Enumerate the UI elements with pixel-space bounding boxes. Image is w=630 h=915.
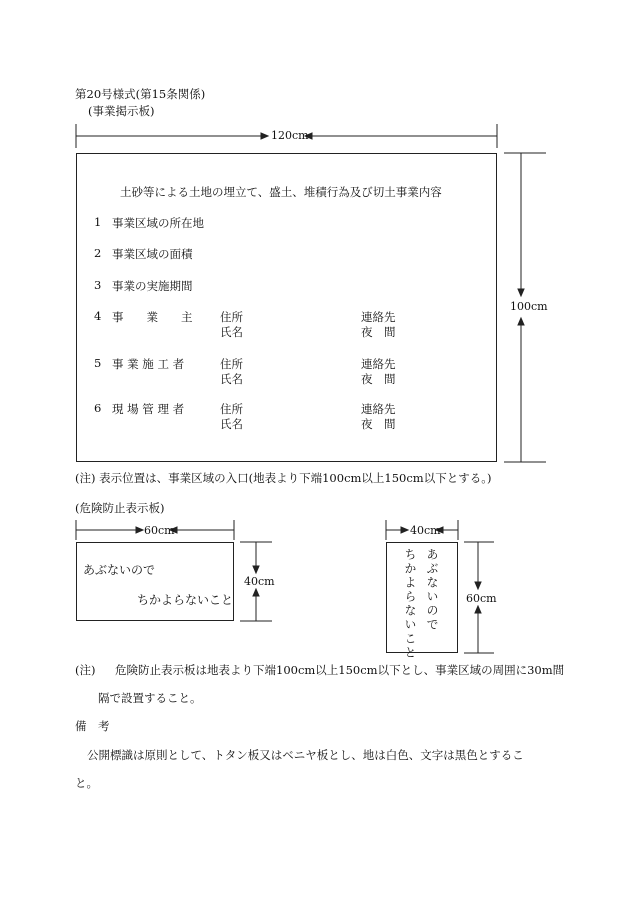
h-width-arrow-right	[136, 527, 143, 533]
remarks-line2: と。	[75, 776, 98, 790]
contact-label: 連絡先	[361, 402, 396, 416]
name-label: 氏名	[220, 372, 243, 386]
remarks-heading: 備 考	[75, 719, 110, 733]
item-number: 4	[94, 309, 102, 323]
danger-note-prefix: (注)	[75, 663, 96, 677]
v-height-arrow-down	[475, 582, 481, 589]
main-height-arrow-down	[518, 289, 524, 296]
item-label-operator: 事 業 主	[112, 310, 193, 324]
danger-note-line2: 隔で設置すること。	[98, 691, 202, 705]
item-label-contractor: 事 業 施 工 者	[112, 357, 185, 371]
item-label-period: 事業の実施期間	[112, 279, 193, 293]
main-height-arrow-up	[518, 318, 524, 325]
name-label: 氏名	[220, 417, 243, 431]
h-board-line1: あぶないので	[83, 563, 156, 577]
night-label: 夜 間	[361, 372, 396, 386]
address-label: 住所	[220, 402, 243, 416]
night-label: 夜 間	[361, 417, 396, 431]
night-label: 夜 間	[361, 325, 396, 339]
v-height-arrow-up	[475, 606, 481, 613]
v-board-line1: あぶないので	[425, 548, 439, 632]
h-height-arrow-up	[253, 589, 259, 596]
item-number: 5	[94, 356, 102, 370]
main-width-label: 120cm	[271, 129, 309, 142]
horizontal-danger-board	[76, 542, 234, 621]
h-height-arrow-down	[253, 566, 259, 573]
v-board-width-label: 40cm	[410, 524, 441, 537]
address-label: 住所	[220, 310, 243, 324]
remarks-line1: 公開標識は原則として、トタン板又はベニヤ板とし、地は白色、文字は黒色とするこ	[87, 748, 524, 762]
danger-board-heading: (危険防止表示板)	[75, 501, 165, 515]
main-board-title: 土砂等による土地の埋立て、盛土、堆積行為及び切土事業内容	[120, 185, 442, 199]
v-board-line2: ちかよらないこと	[403, 548, 417, 660]
item-label-location: 事業区域の所在地	[112, 216, 204, 230]
main-board-note: (注) 表示位置は、事業区域の入口(地表より下端100cm以上150cm以下とする。)	[75, 471, 492, 485]
main-width-arrow-right	[261, 133, 268, 139]
v-board-height-label: 60cm	[466, 592, 497, 605]
contact-label: 連絡先	[361, 310, 396, 324]
h-board-line2: ちかよらないこと	[137, 593, 234, 607]
item-number: 1	[94, 215, 102, 229]
name-label: 氏名	[220, 325, 243, 339]
h-board-height-label: 40cm	[244, 575, 275, 588]
contact-label: 連絡先	[361, 357, 396, 371]
item-number: 6	[94, 401, 102, 415]
board-name: (事業掲示板)	[88, 104, 155, 118]
item-number: 3	[94, 278, 102, 292]
h-board-width-label: 60cm	[144, 524, 175, 537]
item-number: 2	[94, 246, 102, 260]
address-label: 住所	[220, 357, 243, 371]
form-number: 第20号様式(第15条関係)	[75, 87, 206, 101]
danger-note-line1: 危険防止表示板は地表より下端100cm以上150cm以下とし、事業区域の周囲に30m間	[115, 663, 565, 677]
item-label-site-manager: 現 場 管 理 者	[112, 402, 185, 416]
item-label-area: 事業区域の面積	[112, 247, 193, 261]
main-height-label: 100cm	[510, 300, 548, 313]
v-width-arrow-right	[401, 527, 408, 533]
